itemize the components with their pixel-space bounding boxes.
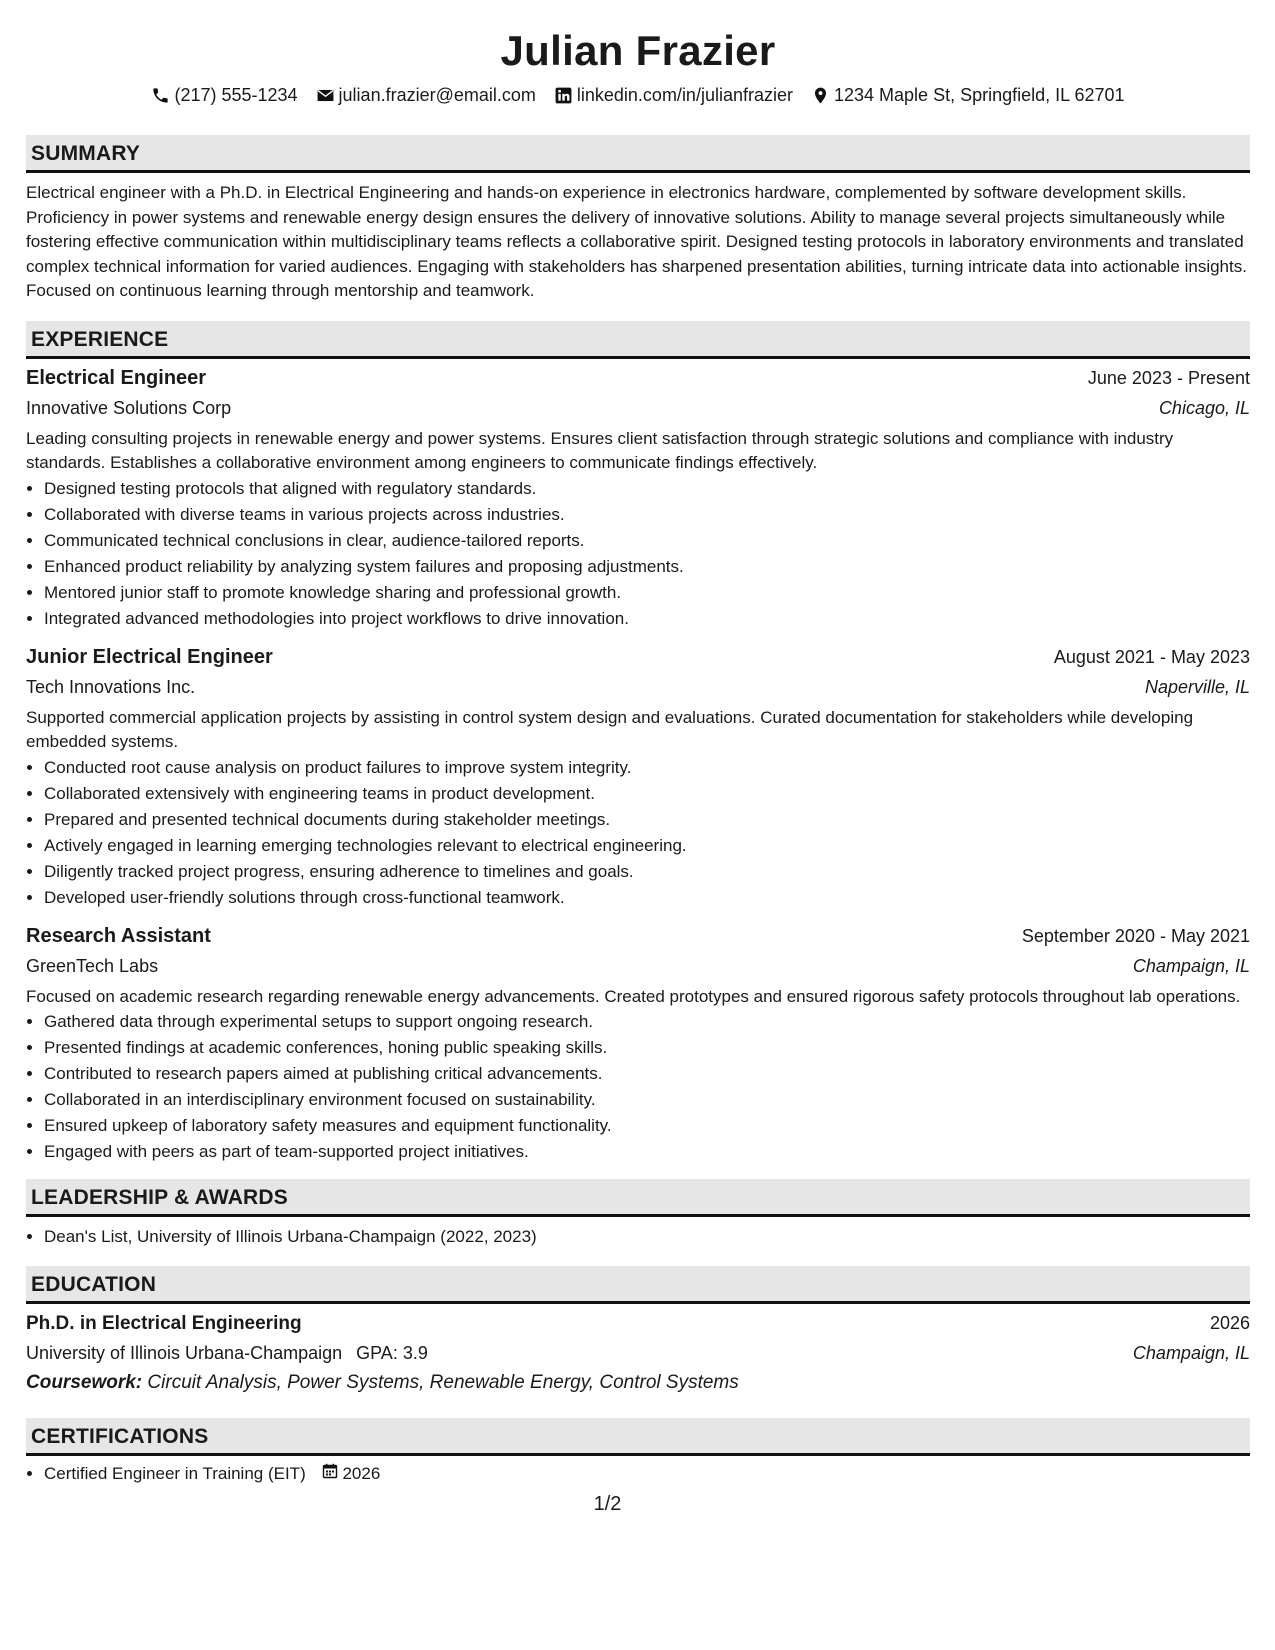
list-item: • Enhanced product reliability by analyzing system failures and proposing adjustments. — [44, 554, 1250, 580]
page-number: 1/2 — [593, 1493, 622, 1515]
job-title: Junior Electrical Engineer — [26, 645, 273, 668]
awards-list — [26, 1224, 1250, 1250]
coursework — [26, 1368, 1250, 1398]
job-entry — [26, 642, 1250, 911]
list-item: • Collaborated with diverse teams in various projects across industries. — [44, 502, 1250, 528]
section-heading-summary: SUMMARY — [26, 135, 1250, 173]
job-entry — [26, 921, 1250, 1166]
contact-info — [26, 82, 1250, 108]
envelope-icon — [316, 86, 335, 105]
list-item: • Presented findings at academic conferences, honing public speaking skills. — [44, 1035, 1250, 1061]
list-item: • Prepared and presented technical documents during stakeholder meetings. — [44, 807, 1250, 833]
list-item: • Contributed to research papers aimed at publishing critical advancements. — [44, 1061, 1250, 1087]
job-title: Research Assistant — [26, 924, 211, 947]
phone-text: (217) 555-1234 — [174, 84, 298, 105]
job-location: Champaign, IL — [1132, 955, 1250, 976]
education-section — [26, 1266, 1250, 1398]
leadership-section — [26, 1179, 1250, 1250]
list-item: • Developed user-friendly solutions through cross-functional teamwork. — [44, 885, 1250, 911]
email-link[interactable]: julian.frazier@email.com — [338, 84, 536, 105]
list-item: • Designed testing protocols that aligned with regulatory standards. — [44, 476, 1250, 502]
job-entry — [26, 363, 1250, 632]
certifications-section — [26, 1418, 1250, 1487]
summary-section — [26, 135, 1250, 304]
job-title: Electrical Engineer — [26, 366, 207, 389]
linkedin-icon — [554, 86, 573, 105]
section-heading-experience: EXPERIENCE — [26, 321, 1250, 359]
list-item: • Dean's List, University of Illinois Urbana-Champaign (2022, 2023) — [44, 1224, 1250, 1250]
list-item: • Engaged with peers as part of team-supported project initiatives. — [44, 1139, 1250, 1165]
list-item: • Conducted root cause analysis on product failures to improve system integrity. — [44, 755, 1250, 781]
job-dates: August 2021 - May 2023 — [1053, 646, 1250, 667]
experience-section — [26, 321, 1250, 1166]
candidate-name: Julian Frazier — [500, 27, 776, 74]
job-dates: September 2020 - May 2021 — [1021, 925, 1250, 946]
list-item: • Communicated technical conclusions in clear, audience-tailored reports. — [44, 528, 1250, 554]
list-item — [44, 1461, 1250, 1487]
job-bullets — [26, 1009, 1250, 1165]
list-item: • Mentored junior staff to promote knowledge sharing and professional growth. — [44, 580, 1250, 606]
summary-text: Electrical engineer with a Ph.D. in Electrical Engineering and hands-on experience in electronics hardware, complemented by software development skills. Proficiency in power systems and renewable energy design ensures the delivery of innovative solutions. Ability to manage several projects simultaneously while fostering effective communication within multidisciplinary teams reflects a collaborative spirit. Designed testing protocols in laboratory environments and translated complex technical information for varied audiences. Engaging with stakeholders has sharpened presentation abilities, turning intricate data into actionable insights. Focused on continuous learning through mentorship and teamwork. — [26, 183, 1247, 300]
degree-title: Ph.D. in Electrical Engineering — [26, 1313, 302, 1334]
gpa: GPA: 3.9 — [356, 1343, 428, 1363]
job-description: Focused on academic research regarding renewable energy advancements. Created prototypes and ensured rigorous safety protocols throughout lab operations. — [26, 986, 1241, 1006]
job-bullets — [26, 476, 1250, 632]
cert-date — [322, 1461, 380, 1487]
contact-email[interactable] — [316, 85, 536, 106]
degree-year: 2026 — [1209, 1313, 1250, 1333]
phone-icon — [151, 86, 170, 105]
list-item: • Diligently tracked project progress, ensuring adherence to timelines and goals. — [44, 859, 1250, 885]
job-location: Chicago, IL — [1158, 397, 1250, 418]
cert-name: Certified Engineer in Training (EIT) — [44, 1464, 306, 1483]
section-heading-education: EDUCATION — [26, 1266, 1250, 1304]
coursework-label: Coursework: — [26, 1372, 143, 1393]
contact-phone — [151, 85, 297, 106]
job-company: Innovative Solutions Corp — [26, 397, 232, 418]
job-bullets — [26, 755, 1250, 911]
calendar-icon — [322, 1461, 338, 1487]
list-item: • Actively engaged in learning emerging technologies relevant to electrical engineering. — [44, 833, 1250, 859]
school-location: Champaign, IL — [1132, 1343, 1250, 1363]
coursework-list: Circuit Analysis, Power Systems, Renewable Energy, Control Systems — [147, 1372, 739, 1393]
contact-linkedin[interactable] — [554, 85, 793, 106]
map-pin-icon — [811, 86, 830, 105]
school-name: University of Illinois Urbana-Champaign — [26, 1343, 343, 1363]
job-company: Tech Innovations Inc. — [26, 676, 196, 697]
resume-page — [26, 0, 1250, 1487]
linkedin-link[interactable]: linkedin.com/in/julianfrazier — [576, 84, 793, 105]
contact-address — [811, 85, 1125, 106]
list-item: • Integrated advanced methodologies into project workflows to drive innovation. — [44, 606, 1250, 632]
certifications-list — [26, 1461, 1250, 1487]
job-dates: June 2023 - Present — [1087, 367, 1250, 388]
job-description: Leading consulting projects in renewable energy and power systems. Ensures client satisfaction through strategic solutions and compliance with industry standards. Establishes a collaborative environment among engineers to communicate findings effectively. — [26, 428, 1174, 472]
list-item: • Gathered data through experimental setups to support ongoing research. — [44, 1009, 1250, 1035]
job-company: GreenTech Labs — [26, 955, 159, 976]
list-item: • Ensured upkeep of laboratory safety measures and equipment functionality. — [44, 1113, 1250, 1139]
list-item: • Collaborated in an interdisciplinary environment focused on sustainability. — [44, 1087, 1250, 1113]
job-location: Naperville, IL — [1144, 676, 1250, 697]
section-heading-leadership: LEADERSHIP & AWARDS — [26, 1179, 1250, 1217]
section-heading-certifications: CERTIFICATIONS — [26, 1418, 1250, 1456]
list-item: • Collaborated extensively with engineering teams in product development. — [44, 781, 1250, 807]
job-description: Supported commercial application projects by assisting in control system design and evaluations. Curated documentation for stakeholders while developing embedded systems. — [26, 707, 1194, 751]
address-text: 1234 Maple St, Springfield, IL 62701 — [834, 84, 1125, 105]
cert-year: 2026 — [342, 1464, 381, 1483]
